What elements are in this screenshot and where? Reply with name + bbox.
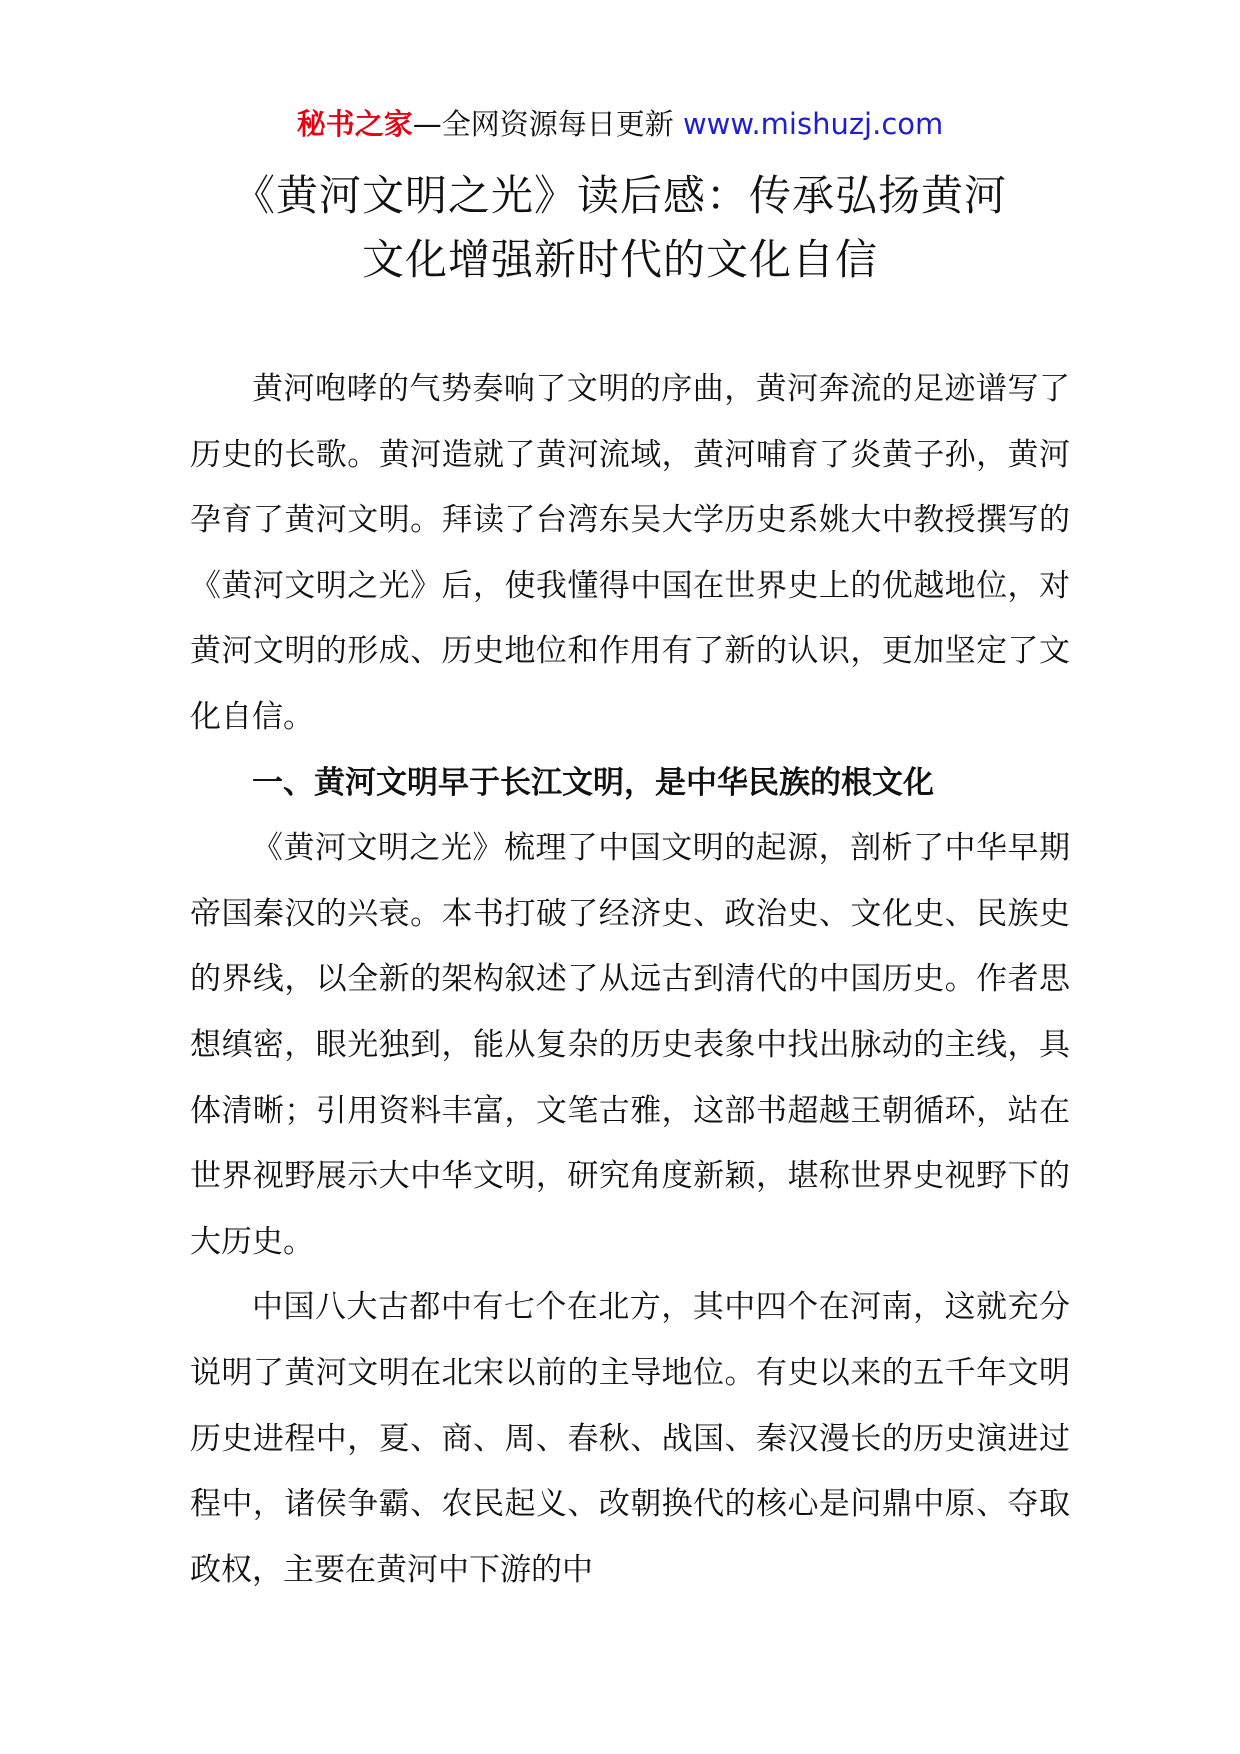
title-line-2: 文化增强新时代的文化自信 (361, 235, 878, 284)
document-body (190, 357, 1070, 1603)
paragraph-3: 中国八大古都中有七个在北方，其中四个在河南，这就充分说明了黄河文明在北宋以前的主导地位。有史以来的五千年文明历史进程中，夏、商、周、春秋、战国、秦汉漫长的历史演进过程中，诸侯争霸、农民起义、改朝换代的核心是问鼎中原、夺取政权，主要在黄河中下游的中 (190, 1289, 1070, 1588)
title-line-1: 《黄河文明之光》读后感：传承弘扬黄河 (232, 171, 1007, 220)
paragraph-2: 《黄河文明之光》梳理了中国文明的起源，剖析了中华早期帝国秦汉的兴衰。本书打破了经济史、政治史、文化史、民族史的界线，以全新的架构叙述了从远古到清代的中国历史。作者思想缜密，眼光独到，能从复杂的历史表象中找出脉动的主线，具体清晰；引用资料丰富，文笔古雅，这部书超越王朝循环，站在世界视野展示大中华文明，研究角度新颖，堪称世界史视野下的大历史。 (190, 830, 1070, 1260)
brand-name: 秘书之家 (296, 107, 413, 141)
paragraph-1: 黄河咆哮的气势奏响了文明的序曲，黄河奔流的足迹谱写了历史的长歌。黄河造就了黄河流域，黄河哺育了炎黄子孙，黄河孕育了黄河文明。拜读了台湾东吴大学历史系姚大中教授撰写的《黄河文明之光》后，使我懂得中国在世界史上的优越地位，对黄河文明的形成、历史地位和作用有了新的认识，更加坚定了文化自信。 (190, 371, 1070, 735)
section-heading-1: 一、黄河文明早于长江文明，是中华民族的根文化 (252, 764, 934, 801)
brand-tagline: —全网资源每日更新 (412, 107, 674, 141)
watermark-header (0, 104, 1240, 144)
website-link[interactable]: www.mishuzj.com (682, 107, 944, 141)
document-title (150, 164, 1090, 292)
